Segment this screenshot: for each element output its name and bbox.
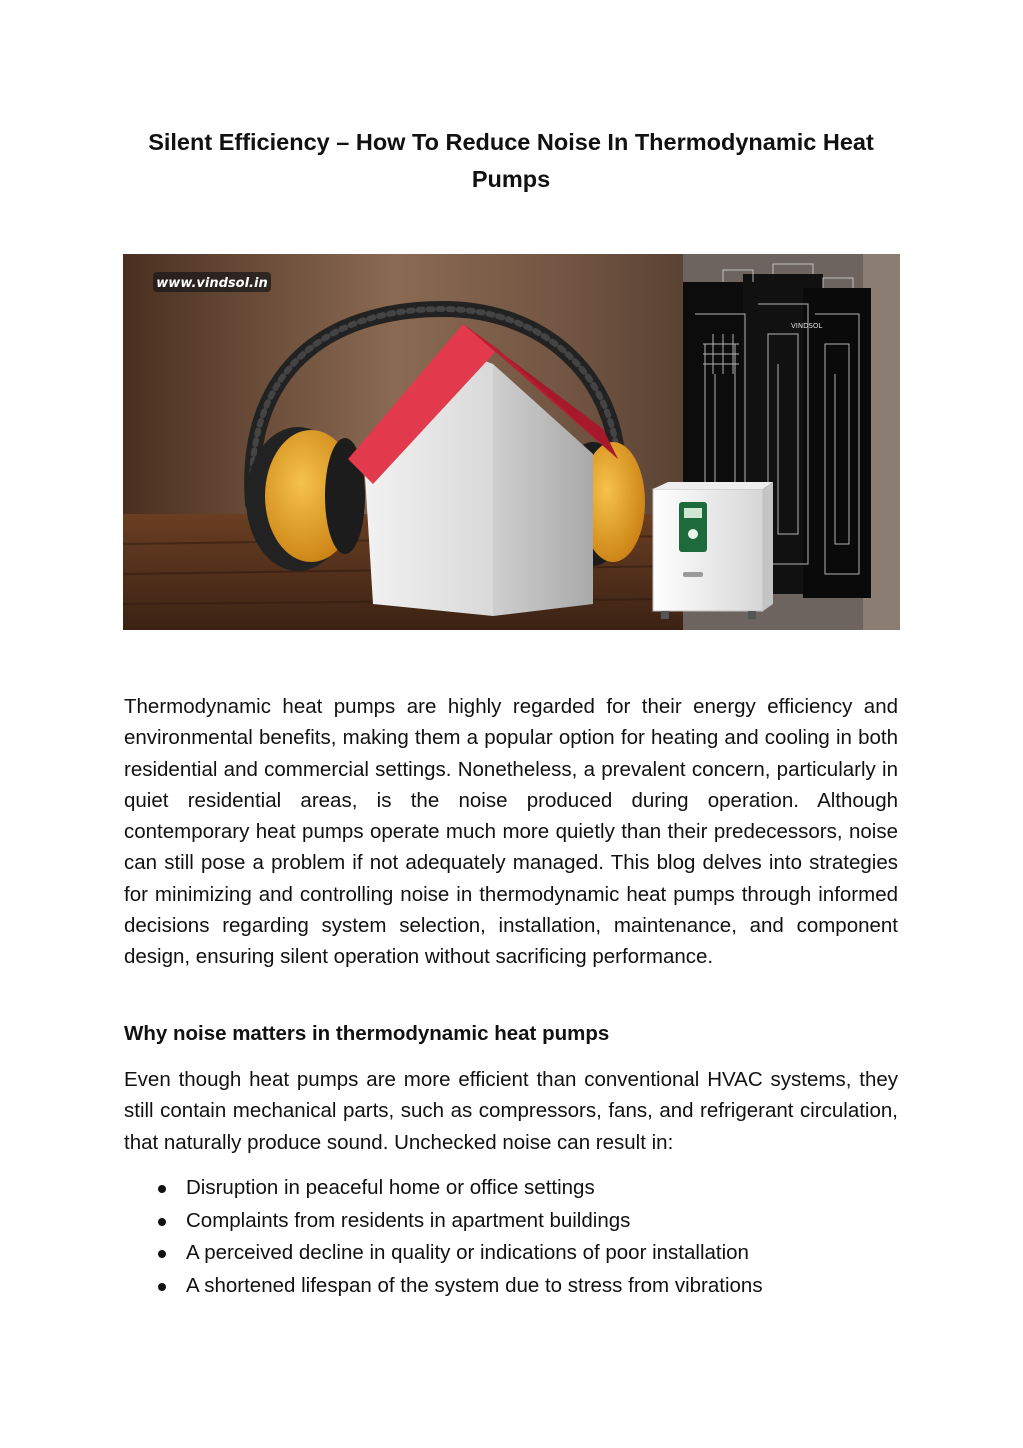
bullet-list xyxy=(124,1172,898,1302)
section-heading: Why noise matters in thermodynamic heat pumps xyxy=(124,1022,610,1045)
bullet-icon xyxy=(158,1218,166,1226)
document-title: Silent Efficiency – How To Reduce Noise In Thermodynamic Heat Pumps xyxy=(148,129,874,192)
list-item xyxy=(124,1205,898,1238)
list-item xyxy=(124,1270,898,1303)
heat-pump-unit-icon xyxy=(653,482,773,619)
watermark-badge xyxy=(153,272,271,292)
intro-paragraph: Thermodynamic heat pumps are highly regarded for their energy efficiency and environmental benefits, making them a popular option for heating and cooling in both residential and commercial settings. Nonetheless, a prevalent concern, particularly in quiet residential areas, is the noise produced during operation. Although contemporary heat pumps operate much more quietly than their predecessors, noise can still pose a problem if not adequately managed. This blog delves into strategies for minimizing and controlling noise in thermodynamic heat pumps through informed decisions regarding system selection, installation, maintenance, and component design, ensuring silent operation without sacrificing performance. xyxy=(124,695,898,969)
bullet-icon xyxy=(158,1283,166,1291)
hero-image xyxy=(123,254,900,630)
watermark-text: www.vindsol.in xyxy=(156,276,268,291)
list-item xyxy=(124,1237,898,1270)
panel-brand-text: VINDSOL xyxy=(791,322,823,330)
list-item xyxy=(124,1172,898,1205)
section-paragraph: Even though heat pumps are more efficient than conventional HVAC systems, they still contain mechanical parts, such as compressors, fans, and refrigerant circulation, that naturally produce sound. Unchecked noise can result in: xyxy=(124,1068,898,1154)
list-item-text: Complaints from residents in apartment buildings xyxy=(186,1208,631,1232)
bullet-icon xyxy=(158,1250,166,1258)
list-item-text: A shortened lifespan of the system due to stress from vibrations xyxy=(186,1273,763,1297)
list-item-text: A perceived decline in quality or indications of poor installation xyxy=(186,1241,749,1265)
list-item-text: Disruption in peaceful home or office settings xyxy=(186,1176,595,1199)
bullet-icon xyxy=(158,1185,166,1193)
